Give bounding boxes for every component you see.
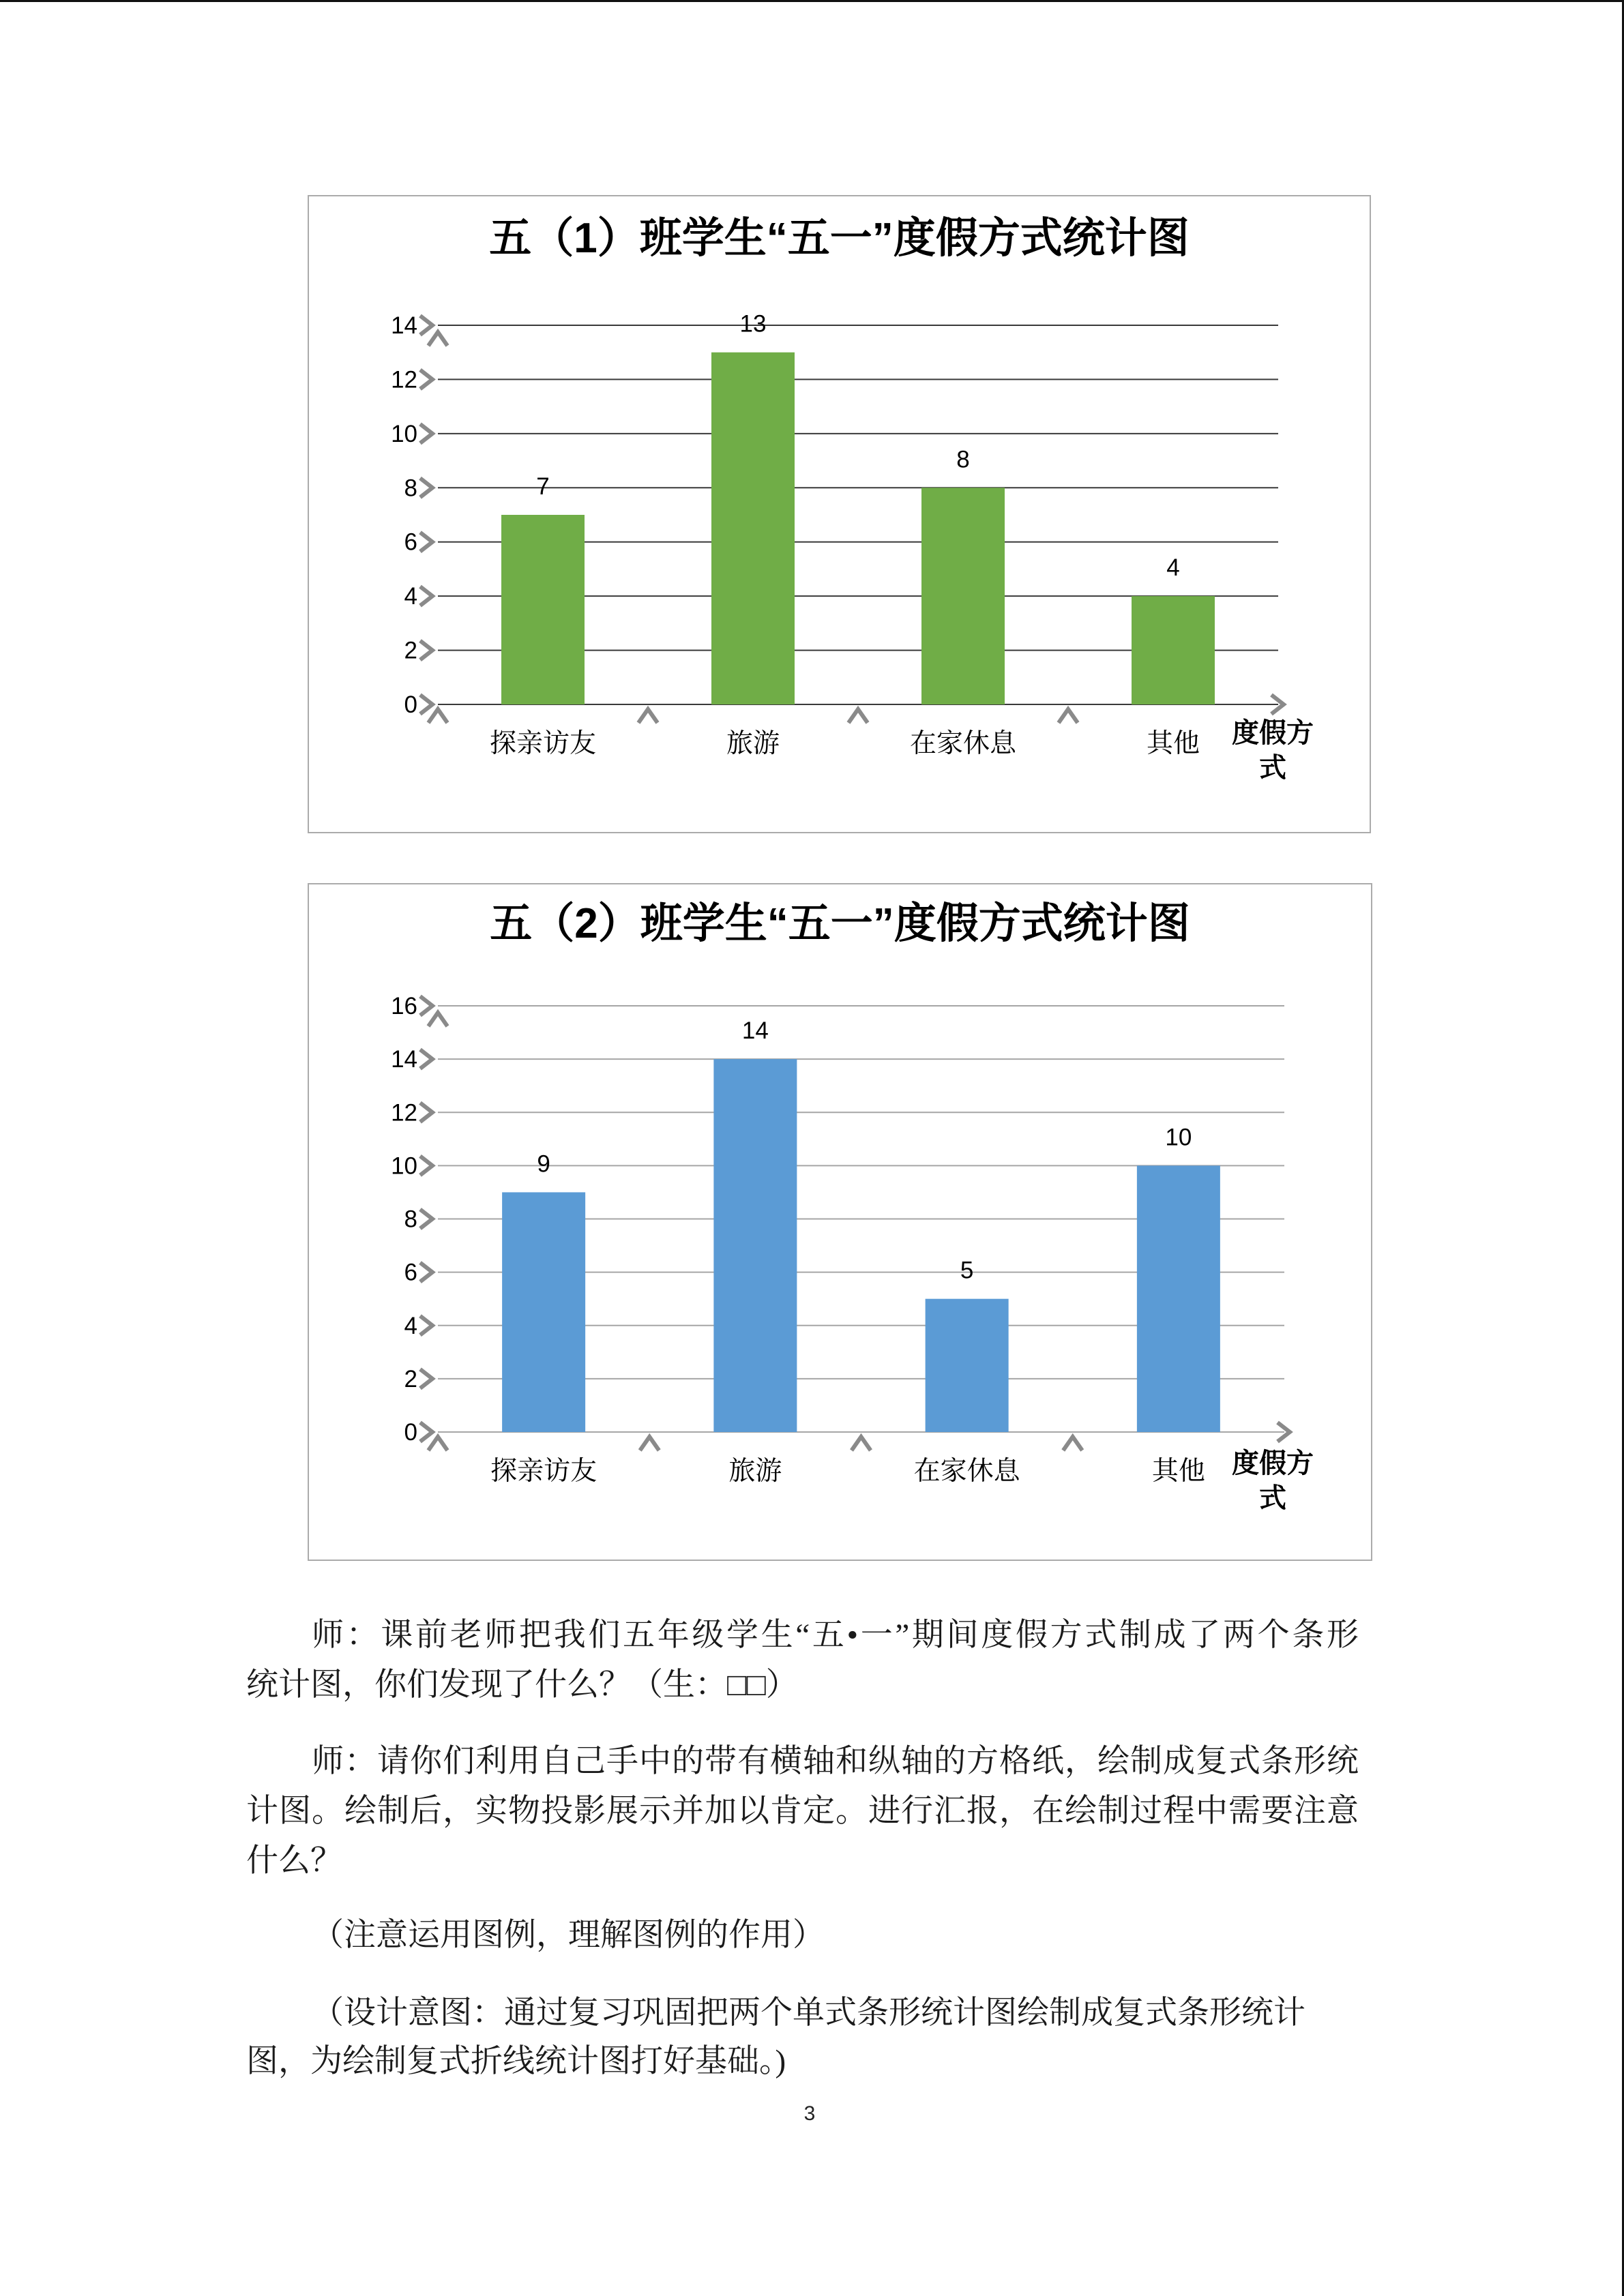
tick-arrow-icon — [420, 586, 432, 606]
category-label: 其他 — [1151, 1457, 1205, 1486]
tick-arrow-icon — [420, 1369, 432, 1388]
category-label: 在家休息 — [909, 729, 1017, 758]
tick-arrow-icon — [420, 1316, 432, 1335]
category-label: 旅游 — [726, 729, 780, 758]
tick-arrow-icon — [420, 1049, 432, 1069]
chart-title: 五（2）班学生“五一”度假方式统计图 — [490, 900, 1190, 947]
chart-class-1-vacation — [308, 195, 1371, 833]
y-tick-label: 10 — [391, 420, 417, 447]
category-marker-icon — [1063, 1437, 1082, 1450]
y-tick-label: 0 — [404, 1419, 417, 1446]
y-tick-label: 6 — [404, 528, 417, 556]
tick-arrow-icon — [420, 316, 432, 335]
bar — [1137, 1165, 1220, 1432]
tick-arrow-icon — [420, 1156, 432, 1175]
y-tick-label: 14 — [391, 1046, 417, 1073]
tick-arrow-icon — [420, 1263, 432, 1282]
y-tick-label: 4 — [404, 583, 417, 610]
y-tick-label: 8 — [404, 475, 417, 502]
paragraph-line: 统计图，你们发现了什么？（生：□□） — [246, 1667, 798, 1703]
category-marker-icon — [852, 1437, 871, 1450]
data-label: 4 — [1166, 554, 1180, 582]
x-axis-title: 度假方式 — [1232, 1448, 1314, 1513]
data-label: 5 — [960, 1257, 974, 1284]
y-tick-label: 4 — [404, 1312, 417, 1339]
y-tick-label: 2 — [404, 1365, 417, 1392]
category-label: 探亲访友 — [489, 729, 597, 758]
y-tick-label: 10 — [391, 1152, 417, 1180]
category-label: 探亲访友 — [490, 1457, 597, 1486]
category-marker-icon — [1059, 709, 1078, 723]
page-edge-top — [0, 0, 1624, 2]
chart-title: 五（1）班学生“五一”度假方式统计图 — [489, 215, 1190, 262]
bar — [926, 1299, 1009, 1432]
y-tick-label: 12 — [391, 1099, 417, 1127]
paragraph-line: （设计意图：通过复习巩固把两个单式条形统计图绘制成复式条形统计 — [312, 1995, 1305, 2031]
chart-plot — [309, 196, 1372, 835]
paragraph-line: 师：请你们利用自己手中的带有横轴和纵轴的方格纸，绘制成复式条形统 — [312, 1744, 1359, 1779]
data-label: 14 — [741, 1017, 769, 1045]
paragraph-line: 什么？ — [246, 1843, 342, 1879]
chart-class-2-vacation — [308, 883, 1372, 1561]
paragraph-line: 师：课前老师把我们五年级学生“五•一”期间度假方式制成了两个条形 — [312, 1617, 1359, 1653]
data-label: 8 — [956, 446, 970, 473]
bar — [711, 353, 795, 704]
category-marker-icon — [428, 709, 447, 723]
y-axis-arrow-icon — [428, 1013, 447, 1026]
bar — [501, 515, 585, 704]
category-marker-icon — [640, 1437, 659, 1450]
bar — [921, 488, 1005, 704]
category-marker-icon — [638, 709, 658, 723]
tick-arrow-icon — [420, 695, 432, 714]
data-label: 13 — [739, 310, 767, 338]
bar — [502, 1192, 585, 1432]
tick-arrow-icon — [420, 1103, 432, 1122]
paragraph-line: 计图。绘制后，实物投影展示并加以肯定。进行汇报，在绘制过程中需要注意 — [246, 1793, 1359, 1829]
y-tick-label: 8 — [404, 1206, 417, 1233]
category-label: 在家休息 — [913, 1457, 1020, 1486]
y-tick-label: 16 — [391, 993, 417, 1019]
data-label: 7 — [536, 473, 550, 500]
tick-arrow-icon — [420, 996, 432, 1015]
y-tick-label: 6 — [404, 1259, 417, 1286]
y-tick-label: 14 — [391, 312, 417, 339]
data-label: 9 — [537, 1150, 550, 1178]
tick-arrow-icon — [420, 370, 432, 389]
category-label: 其他 — [1146, 729, 1200, 758]
tick-arrow-icon — [420, 1422, 432, 1442]
category-label: 旅游 — [728, 1457, 782, 1486]
chart-plot — [309, 884, 1374, 1562]
bar — [1132, 596, 1215, 704]
tick-arrow-icon — [420, 424, 432, 443]
y-tick-label: 12 — [391, 366, 417, 393]
paragraph-line: （注意运用图例，理解图例的作用） — [312, 1918, 825, 1953]
x-axis-title: 度假方式 — [1232, 718, 1314, 783]
tick-arrow-icon — [420, 533, 432, 552]
category-marker-icon — [428, 1437, 447, 1450]
page-number: 3 — [803, 2102, 816, 2125]
bar — [713, 1059, 797, 1432]
y-tick-label: 0 — [404, 691, 417, 718]
tick-arrow-icon — [420, 1210, 432, 1229]
tick-arrow-icon — [420, 641, 432, 660]
y-axis-arrow-icon — [428, 332, 447, 346]
data-label: 10 — [1165, 1124, 1192, 1151]
category-marker-icon — [848, 709, 868, 723]
tick-arrow-icon — [420, 478, 432, 497]
y-tick-label: 2 — [404, 637, 417, 664]
paragraph-line: 图，为绘制复式折线统计图打好基础。) — [246, 2044, 786, 2079]
